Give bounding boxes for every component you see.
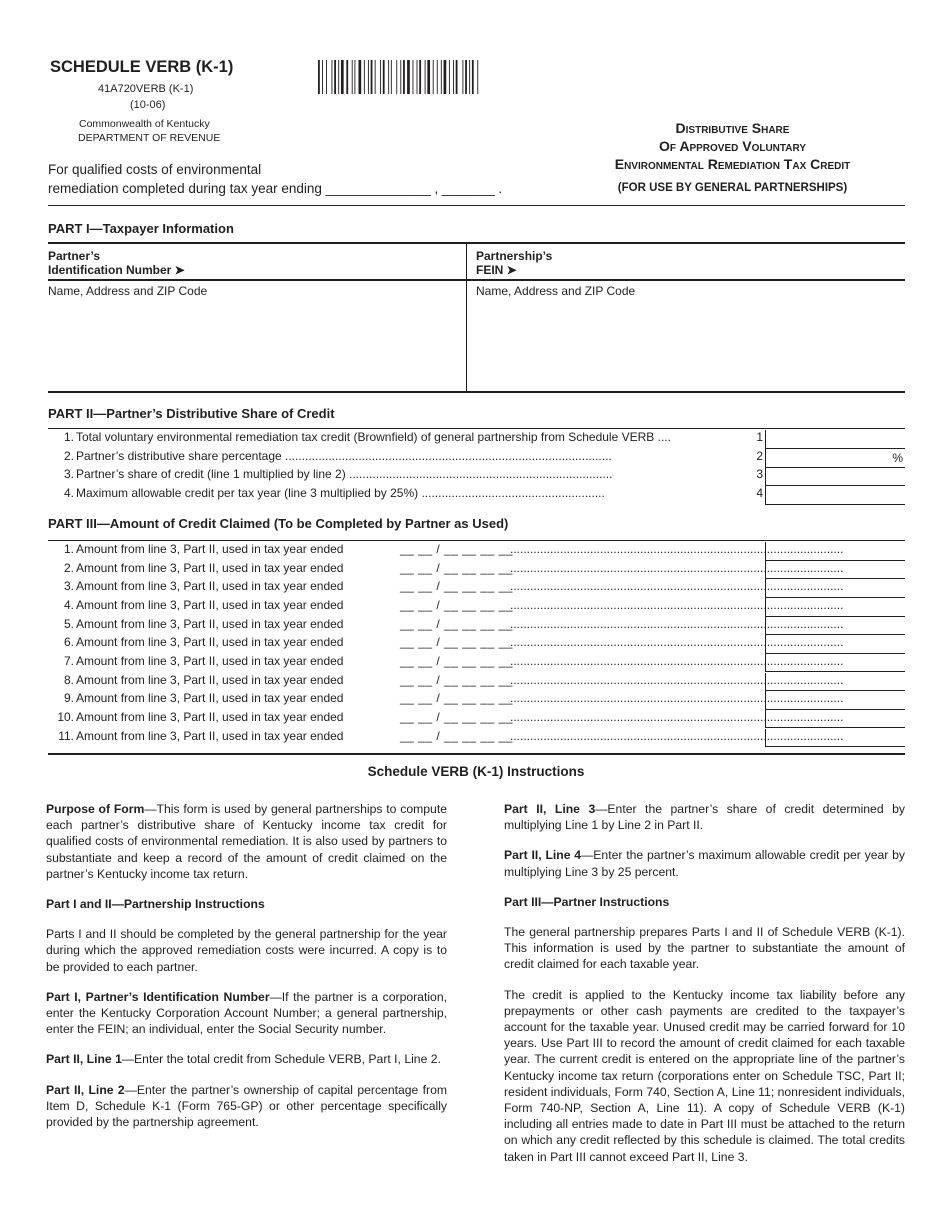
leader-dots: ....................................................................................................	[510, 597, 844, 612]
part3-line	[48, 673, 905, 692]
barcode-icon	[318, 60, 530, 94]
instruction-paragraph	[46, 801, 447, 882]
instruction-paragraph	[504, 924, 905, 973]
line-number: 10.	[57, 709, 74, 724]
amount-field[interactable]	[765, 691, 905, 710]
line-number: 6.	[63, 635, 74, 650]
part2-line	[48, 430, 905, 449]
revision-date: (10-06)	[130, 99, 166, 111]
part3-line	[48, 691, 905, 710]
part3-line	[48, 635, 905, 654]
amount-field[interactable]	[765, 486, 905, 505]
line-number: 7.	[63, 653, 74, 668]
right-title-line3: Environmental Remediation Tax Credit	[614, 156, 851, 172]
part3-line	[48, 729, 905, 748]
partnership-name-address-field[interactable]: Name, Address and ZIP Code	[476, 284, 636, 298]
instruction-heading: Part I, Partner’s Identification Number	[46, 989, 270, 1004]
leader-dots: ....................................................................................................	[510, 579, 844, 594]
instruction-body: The credit is applied to the Kentucky income tax liability before any prepayments or other cash payments are credited to the taxpayer’s account for the taxable year. Unused credit may be carried forward for 10 years. Use Part III to record the amount of credit claimed for each taxable year. The current credit is entered on the appropriate line of the partner’s Kentucky income tax return (corporations enter on Schedule TSC, Part II; resident individuals, Form 740, Section A, Line 11; nonresident individuals, Form 740-NP, Section A, Line 11). A copy of Schedule VERB (K-1) including all entries made to date in Part III must be attached to the return on which any credit reflected by this schedule is claimed. The total credits taken in Part III cannot exceed Part II, Line 3.	[504, 987, 905, 1164]
part3-line	[48, 561, 905, 580]
tax-year-ending-field[interactable]: remediation completed during tax year ending ______________ , _______ .	[48, 181, 503, 196]
partner-id-label	[48, 249, 185, 277]
column-divider	[466, 243, 467, 392]
instruction-paragraph	[46, 1082, 447, 1131]
instruction-body: —If the partner is a corporation, enter the Kentucky Corporation Account Number; a general partnership, enter the FEIN; an individual, enter the Social Security number.	[46, 989, 447, 1037]
leader-dots: ....................................................................................................	[510, 709, 844, 724]
leader-dots: ....................................................................................................	[510, 542, 844, 556]
tax-year-date-field[interactable]: __ __ / __ __ __ __	[400, 691, 513, 706]
line-ref-number: 3	[756, 467, 763, 481]
line-description: Amount from line 3, Part II, used in tax year ended	[76, 560, 344, 575]
divider	[48, 242, 905, 244]
tax-year-date-field[interactable]: __ __ / __ __ __ __	[400, 560, 513, 575]
instruction-heading: Purpose of Form	[46, 802, 145, 816]
instruction-body: —Enter the partner’s share of credit determined by multiplying Line 1 by Line 2 in Part II.	[504, 802, 905, 833]
leader-dots: ....................................................................................................	[510, 560, 844, 575]
line-description: Amount from line 3, Part II, used in tax year ended	[76, 579, 344, 594]
line-number: 1.	[63, 542, 74, 556]
leader-dots: ....................................................................................................	[510, 691, 844, 706]
part3-line	[48, 598, 905, 617]
line-number: 11.	[58, 728, 74, 743]
line-number: 3.	[63, 579, 74, 594]
right-title-line2: Of Approved Voluntary	[658, 138, 807, 154]
line-description: Amount from line 3, Part II, used in tax year ended	[76, 691, 344, 706]
divider	[48, 540, 905, 541]
instruction-paragraph	[504, 987, 905, 1165]
part3-line	[48, 710, 905, 729]
amount-field[interactable]	[765, 449, 905, 468]
divider	[48, 753, 905, 755]
amount-field[interactable]	[765, 542, 905, 561]
leader-dots: ....................................................................................................	[510, 635, 844, 650]
line-description: Amount from line 3, Part II, used in tax year ended	[76, 653, 344, 668]
line-ref-number: 1	[756, 430, 763, 444]
amount-field[interactable]	[765, 467, 905, 486]
part2-line	[48, 467, 905, 486]
divider	[48, 391, 905, 393]
instruction-heading: Part II, Line 2	[46, 1082, 125, 1097]
part2-title: PART II—Partner’s Distributive Share of Credit	[48, 406, 335, 421]
agency-name: Commonwealth of Kentucky	[79, 118, 210, 130]
tax-year-date-field[interactable]: __ __ / __ __ __ __	[400, 728, 513, 743]
form-title: SCHEDULE VERB (K-1)	[50, 58, 234, 76]
line-number: 2.	[63, 560, 74, 575]
instruction-heading: Part II, Line 3	[504, 802, 596, 816]
qualified-costs-text: For qualified costs of environmental	[48, 162, 262, 177]
tax-year-date-field[interactable]: __ __ / __ __ __ __	[400, 579, 513, 594]
amount-field[interactable]	[765, 617, 905, 636]
line-description: Partner’s distributive share percentage ..................................................................................................	[76, 449, 612, 463]
instruction-body: Parts I and II should be completed by the general partnership for the year during which the approved remediation costs were incurred. A copy is to be provided to each partner.	[46, 927, 447, 974]
line-number: 5.	[63, 616, 74, 631]
amount-field[interactable]	[765, 729, 905, 748]
tax-year-date-field[interactable]: __ __ / __ __ __ __	[400, 597, 513, 612]
instruction-paragraph	[504, 847, 905, 879]
line-description: Total voluntary environmental remediation tax credit (Brownfield) of general partnership from Schedule VERB ....	[76, 430, 671, 444]
amount-field[interactable]	[765, 579, 905, 598]
part2-line	[48, 449, 905, 468]
partner-name-address-field[interactable]: Name, Address and ZIP Code	[48, 284, 208, 298]
tax-year-date-field[interactable]: __ __ / __ __ __ __	[400, 635, 513, 650]
percent-sign: %	[892, 451, 903, 465]
instruction-body: —Enter the partner’s ownership of capital percentage from Item D, Schedule K-1 (Form 765-GP) or other percentage specifically provided by the partnership agreement.	[46, 1082, 447, 1130]
amount-field[interactable]	[765, 561, 905, 580]
partner-id-label-line1: Partner’s	[48, 249, 101, 263]
line-number: 1.	[63, 430, 74, 444]
line-description: Partner’s share of credit (line 1 multiplied by line 2) ...............................................................................	[76, 467, 613, 481]
instruction-paragraph	[46, 1051, 447, 1067]
line-number: 4.	[63, 597, 74, 612]
line-description: Amount from line 3, Part II, used in tax year ended	[76, 597, 344, 612]
part3-line	[48, 542, 905, 561]
instruction-body: The general partnership prepares Parts I and II of Schedule VERB (K-1). This information is used by the partner to substantiate the amount of credit claimed for each taxable year.	[504, 925, 905, 972]
line-description: Amount from line 3, Part II, used in tax year ended	[76, 542, 344, 556]
tax-year-date-field[interactable]: __ __ / __ __ __ __	[400, 709, 513, 724]
form-number: 41A720VERB (K-1)	[98, 83, 194, 95]
part3-line	[48, 617, 905, 636]
leader-dots: ....................................................................................................	[510, 653, 844, 668]
instruction-paragraph	[504, 894, 905, 910]
amount-field[interactable]	[765, 635, 905, 654]
amount-field[interactable]	[765, 673, 905, 692]
line-description: Maximum allowable credit per tax year (line 3 multiplied by 25%) .......................................................	[76, 486, 605, 500]
amount-field[interactable]	[765, 710, 905, 729]
right-subtitle: (FOR USE BY GENERAL PARTNERSHIPS)	[617, 182, 848, 194]
tax-year-date-field[interactable]: __ __ / __ __ __ __	[400, 616, 513, 631]
instruction-paragraph	[504, 801, 905, 833]
line-number: 9.	[63, 691, 74, 706]
tax-year-date-field[interactable]: __ __ / __ __ __ __	[400, 653, 513, 668]
line-description: Amount from line 3, Part II, used in tax year ended	[76, 616, 344, 631]
tax-year-date-field[interactable]: __ __ / __ __ __ __	[400, 542, 513, 556]
part1-title: PART I—Taxpayer Information	[48, 221, 234, 236]
part2-line	[48, 486, 905, 505]
line-number: 2.	[63, 449, 74, 463]
instruction-heading: Part I and II—Partnership Instructions	[46, 897, 265, 912]
partnership-fein-label	[476, 249, 552, 277]
instruction-heading: Part II, Line 4	[504, 848, 582, 863]
leader-dots: ....................................................................................................	[510, 728, 844, 743]
partner-id-label-line2: Identification Number ➤	[48, 263, 185, 277]
instruction-paragraph	[46, 896, 447, 912]
divider	[48, 205, 905, 206]
instruction-body: —This form is used by general partnerships to compute each partner’s distributive share of Kentucky income tax credit for qualified costs of environmental remediation. It is also used by partners to substantiate and keep a record of the amount of credit claimed on the partner’s Kentucky income tax return.	[46, 802, 447, 881]
amount-field[interactable]	[765, 430, 905, 449]
partnership-fein-label-line2: FEIN ➤	[476, 263, 517, 277]
line-number: 3.	[63, 467, 74, 481]
part3-title: PART III—Amount of Credit Claimed (To be Completed by Partner as Used)	[48, 516, 509, 531]
line-description: Amount from line 3, Part II, used in tax year ended	[76, 635, 344, 650]
leader-dots: ....................................................................................................	[510, 672, 844, 687]
instruction-paragraph	[46, 926, 447, 975]
tax-year-date-field[interactable]: __ __ / __ __ __ __	[400, 672, 513, 687]
instruction-heading: Part II, Line 1	[46, 1052, 122, 1067]
line-description: Amount from line 3, Part II, used in tax year ended	[76, 728, 344, 743]
line-ref-number: 4	[756, 486, 763, 500]
divider	[48, 279, 905, 281]
instruction-body: —Enter the total credit from Schedule VERB, Part I, Line 2.	[121, 1052, 441, 1067]
leader-dots: ....................................................................................................	[510, 616, 844, 631]
instructions-title: Schedule VERB (K-1) Instructions	[367, 764, 585, 779]
line-description: Amount from line 3, Part II, used in tax year ended	[76, 672, 344, 687]
instruction-body: —Enter the partner’s maximum allowable credit per year by multiplying Line 3 by 25 percent.	[504, 848, 906, 879]
instruction-paragraph	[46, 989, 447, 1038]
instructions-right-column	[504, 801, 905, 1179]
divider	[48, 428, 905, 429]
instructions-left-column	[46, 801, 447, 1144]
line-description: Amount from line 3, Part II, used in tax year ended	[76, 709, 344, 724]
line-ref-number: 2	[756, 449, 763, 463]
part3-line	[48, 654, 905, 673]
amount-field[interactable]	[765, 598, 905, 617]
instruction-heading: Part III—Partner Instructions	[504, 894, 670, 909]
department-name: DEPARTMENT OF REVENUE	[78, 132, 221, 144]
line-number: 8.	[63, 672, 74, 687]
partnership-fein-label-line1: Partnership’s	[476, 249, 553, 263]
line-number: 4.	[63, 486, 74, 500]
right-title-line1: Distributive Share	[675, 120, 790, 136]
amount-field[interactable]	[765, 654, 905, 673]
part3-line	[48, 579, 905, 598]
